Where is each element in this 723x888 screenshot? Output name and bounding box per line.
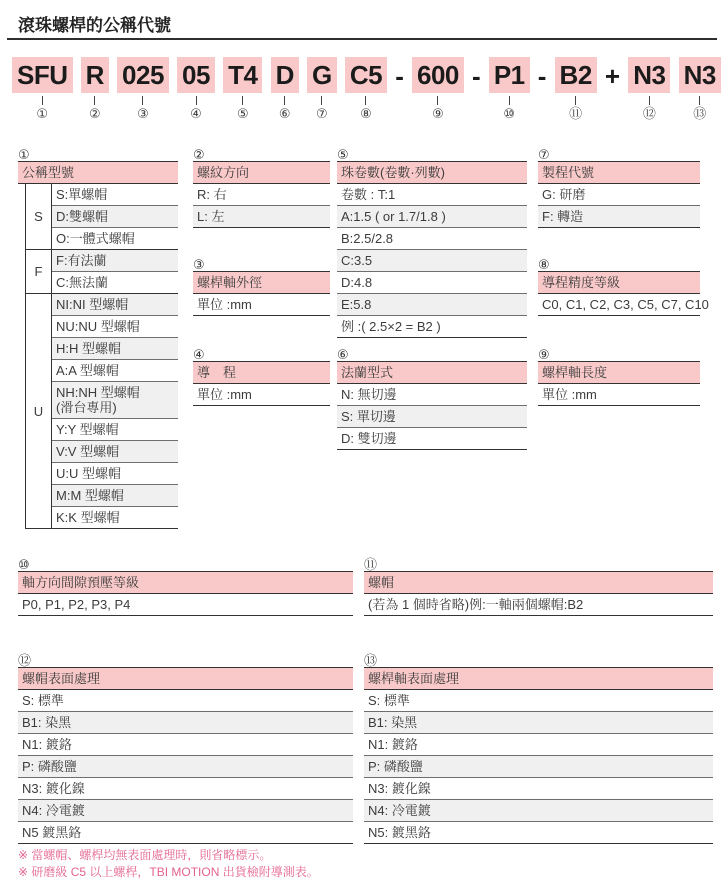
table-row: N5 鍍黑鉻 [18,822,353,844]
model-groups [25,184,178,529]
table-header: 軸方向間隙預壓等級 [18,572,353,594]
table-row: S: 標準 [18,690,353,712]
table-row: N: 無切邊 [337,384,527,406]
code-segment-3 [117,57,169,121]
table-row: F:有法蘭 [52,250,178,272]
row-line-1: NH:NH 型螺帽 [56,385,140,400]
table-row: V:V 型螺帽 [52,441,178,463]
table-row: P0, P1, P2, P3, P4 [18,594,353,616]
table-row: P: 磷酸鹽 [18,756,353,778]
table-row-two-line [52,382,178,419]
code-segment-text: B2 [555,57,597,93]
table-axial-preload-grade [18,558,353,616]
table-lead-accuracy-grade [538,257,709,316]
table-number: ⑪ [364,558,713,572]
table-row: (若為 1 個時省略)例:一軸兩個螺帽:B2 [364,594,713,616]
table-rows [337,184,527,338]
code-segment-9 [412,57,464,121]
tick-line [437,96,438,105]
table-row: NU:NU 型螺帽 [52,316,178,338]
group-items [52,294,178,528]
row-line-2: (滑台專用) [56,400,117,415]
table-number: ⑧ [538,258,700,272]
table-nut-count [364,558,713,616]
code-segment-text: P1 [489,57,530,93]
table-row: R: 右 [193,184,330,206]
table-row: 卷數 : T:1 [337,184,527,206]
group-label: U [26,294,52,528]
table-row: K:K 型螺帽 [56,510,120,525]
code-segment-number: ⑦ [316,106,328,121]
footnote-2: ※ 研磨級 C5 以上螺桿，TBI MOTION 出貨檢附導測表。 [18,865,319,879]
table-nut-surface-treatment [18,654,353,844]
table-header: 法蘭型式 [337,362,527,384]
table-header: 導 程 [193,362,330,384]
table-row: 單位 :mm [193,384,330,406]
table-row: C0, C1, C2, C3, C5, C7, C10 [538,294,700,316]
code-segment-12 [628,57,670,121]
table-row: N3: 鍍化鎳 [364,778,713,800]
table-row: Y:Y 型螺帽 [52,419,178,441]
table-row: G: 研磨 [538,184,700,206]
group-items [52,184,178,249]
table-number: ⑥ [337,348,527,362]
title-underline [7,38,717,40]
code-segment-number: ⑩ [503,106,516,121]
table-number: ① [18,148,178,162]
code-segment-1 [12,57,73,121]
table-rows [337,384,527,450]
code-segment-text: SFU [12,57,73,93]
tick-line [42,96,43,105]
code-segment-number: ⑤ [236,106,249,121]
table-row: H:H 型螺帽 [52,338,178,360]
table-rows [364,690,713,844]
tick-line [321,96,322,105]
table-ball-circuits [337,148,527,338]
code-segment-4 [177,57,215,121]
table-header: 螺桿軸外徑 [193,272,330,294]
code-separator-dash: - [395,61,404,91]
model-group-u [26,294,178,529]
footnotes [18,847,319,881]
code-segment-text: N3 [679,57,721,93]
code-segment-number: ⑨ [432,106,444,121]
table-rows [193,184,330,228]
table-row: NI:NI 型螺帽 [52,294,178,316]
table-row: N3: 鍍化鎳 [18,778,353,800]
table-row: D: 雙切邊 [337,428,527,450]
tick-line [196,96,197,105]
code-segment-number: ③ [137,106,149,121]
code-segment-number: ④ [190,106,202,121]
table-rows [538,384,700,406]
code-segment-text: N3 [628,57,670,93]
code-segment-10 [489,57,530,121]
code-separator-dash: - [472,61,481,91]
table-number: ⑬ [364,654,713,668]
table-row: N5: 鍍黑鉻 [364,822,713,844]
table-header: 螺桿軸表面處理 [364,668,713,690]
code-segment-6 [271,57,299,121]
tick-line [575,96,576,105]
table-number: ② [193,148,330,162]
code-segment-number: ⑪ [569,106,583,121]
tick-line [284,96,285,105]
table-row: D:4.8 [337,272,527,294]
code-segment-number: ⑬ [693,106,707,121]
table-rows [18,690,353,844]
table-number: ⑤ [337,148,527,162]
tick-line [509,96,510,105]
table-row: N4: 冷電鍍 [364,800,713,822]
table-number: ⑦ [538,148,700,162]
table-header: 螺帽 [364,572,713,594]
nomenclature-code [12,57,721,121]
table-nominal-model [18,148,178,529]
model-group-f [26,250,178,294]
table-row: A:1.5 ( or 1.7/1.8 ) [337,206,527,228]
code-segment-2 [81,57,109,121]
table-rows [364,594,713,616]
model-group-s [26,184,178,250]
code-segment-number: ⑥ [278,106,291,121]
table-row: S: 標準 [364,690,713,712]
code-segment-8 [345,57,387,121]
table-rows [193,294,330,316]
table-row: U:U 型螺帽 [52,463,178,485]
table-rows [538,294,709,316]
table-shaft-outer-diameter [193,258,330,316]
code-segment-number: ② [88,106,101,121]
table-row: C:3.5 [337,250,527,272]
code-segment-number: ⑫ [642,106,656,121]
table-number: ⑨ [538,348,700,362]
table-header: 螺桿軸長度 [538,362,700,384]
table-number: ⑫ [18,654,353,668]
table-header: 製程代號 [538,162,700,184]
table-row: F: 轉造 [538,206,700,228]
table-header: 公稱型號 [18,162,178,184]
table-row: L: 左 [193,206,330,228]
table-header: 珠卷數(卷數·列數) [337,162,527,184]
table-rows [538,184,700,228]
table-row: D:雙螺帽 [52,206,178,228]
code-segment-text: 025 [117,57,169,93]
page-title: 滾珠螺桿的公稱代號 [18,16,171,35]
table-number: ③ [193,258,330,272]
table-lead [193,348,330,406]
table-row: M:M 型螺帽 [52,485,178,507]
code-segment-number: ⑧ [360,106,372,121]
table-rows [18,594,353,616]
table-row: N4: 冷電鍍 [18,800,353,822]
code-segment-text: 05 [177,57,215,93]
code-segment-text: 600 [412,57,464,93]
code-segment-11 [555,57,597,121]
table-row: S: 單切邊 [337,406,527,428]
code-segment-5 [223,57,262,121]
table-row: C:無法蘭 [56,275,109,290]
table-row: N1: 鍍鉻 [18,734,353,756]
code-separator-dash: - [537,61,547,91]
tick-line [94,96,95,105]
table-row: B1: 染黑 [364,712,713,734]
table-row: 單位 :mm [193,294,330,316]
table-row: A:A 型螺帽 [52,360,178,382]
group-label: S [26,184,52,249]
tick-line [699,96,700,105]
tick-line [242,96,243,105]
table-row: E:5.8 [337,294,527,316]
code-segment-text: C5 [345,57,387,93]
table-row: P: 磷酸鹽 [364,756,713,778]
table-thread-direction [193,148,330,228]
code-separator-plus: + [604,61,621,91]
table-row: B:2.5/2.8 [337,228,527,250]
table-header: 螺帽表面處理 [18,668,353,690]
table-row: 例 :( 2.5×2 = B2 ) [337,316,527,338]
table-row: O:一體式螺帽 [56,231,135,246]
code-segment-7 [307,57,337,121]
table-shaft-length [538,348,700,406]
table-header: 螺紋方向 [193,162,330,184]
table-row: N1: 鍍鉻 [364,734,713,756]
table-header: 導程精度等級 [538,272,700,294]
table-process-code [538,148,700,228]
code-segment-text: G [307,57,337,93]
footnote-1: ※ 當螺帽、螺桿均無表面處理時，則省略標示。 [18,848,272,862]
table-row: 單位 :mm [538,384,700,406]
tick-line [649,96,650,105]
table-number: ④ [193,348,330,362]
code-segment-text: R [81,57,109,93]
table-row: B1: 染黑 [18,712,353,734]
table-row: S:單螺帽 [52,184,178,206]
code-segment-text: D [271,57,299,93]
table-rows [193,384,330,406]
group-items [52,250,178,293]
group-label: F [26,250,52,293]
table-number: ⑩ [18,558,353,572]
code-segment-text: T4 [223,57,262,93]
code-segment-13 [679,57,721,121]
tick-line [365,96,366,105]
table-flange-type [337,348,527,450]
code-segment-number: ① [36,106,49,121]
table-shaft-surface-treatment [364,654,713,844]
tick-line [142,96,143,105]
